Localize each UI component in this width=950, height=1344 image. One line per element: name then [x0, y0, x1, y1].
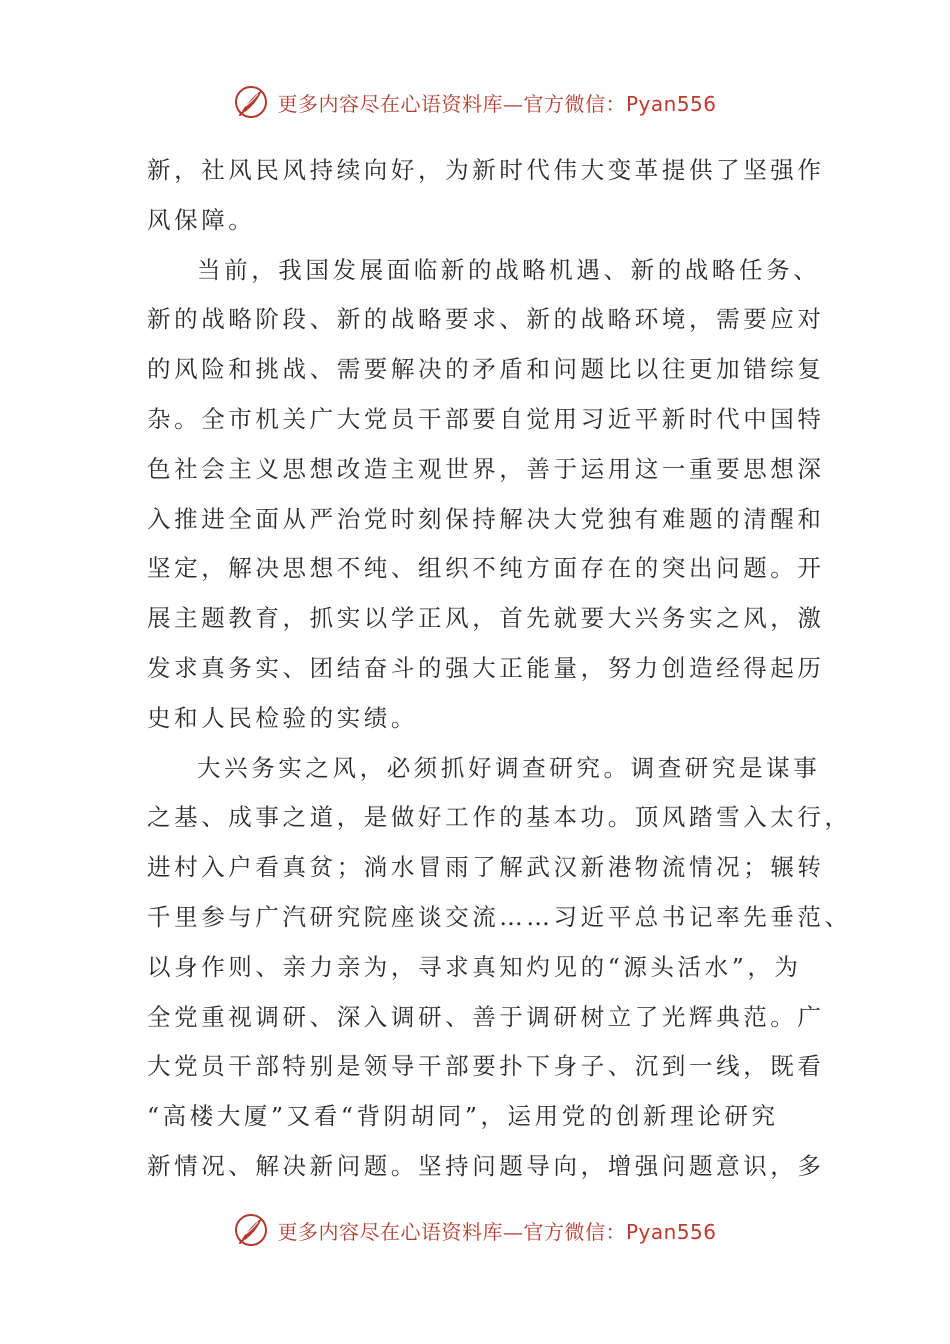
footer-banner-inner [233, 1212, 716, 1248]
header-separator: — [502, 91, 524, 116]
body-line: 展主题教育，抓实以学正风，首先就要大兴务实之风，激 [147, 604, 825, 633]
body-line: 新，社风民风持续向好，为新时代伟大变革提供了坚强作 [147, 156, 825, 184]
footer-wechat-id: Pyan556 [625, 1219, 717, 1244]
footer-banner-text [277, 1216, 716, 1245]
footer-brand: 更多内容尽在心语资料库 [277, 1219, 503, 1244]
quill-pen-logo-icon [233, 1212, 269, 1248]
paragraph-start-line: 当前，我国发展面临新的战略机遇、新的战略任务、 [197, 255, 821, 284]
body-line: 全党重视调研、深入调研、善于调研树立了光辉典范。广 [147, 1002, 825, 1031]
quill-pen-logo-icon [233, 84, 269, 120]
footer-wechat-label: 官方微信： [523, 1219, 626, 1244]
body-line: 色社会主义思想改造主观世界，善于运用这一重要思想深 [147, 454, 825, 483]
body-line: 的风险和挑战、需要解决的矛盾和问题比以往更加错综复 [147, 355, 825, 384]
body-line: 大党员干部特别是领导干部要扑下身子、沉到一线，既看 [147, 1052, 825, 1081]
paragraph-start-line: 大兴务实之风，必须抓好调查研究。调查研究是谋事 [197, 753, 821, 782]
header-banner [0, 82, 950, 122]
body-line: 史和人民检验的实绩。 [147, 703, 418, 732]
header-wechat-id: Pyan556 [625, 91, 717, 116]
body-line: 新的战略阶段、新的战略要求、新的战略环境，需要应对 [147, 305, 825, 334]
header-wechat-label: 官方微信： [523, 91, 626, 116]
body-line: “高楼大厦”又看“背阴胡同”，运用党的创新理论研究 [147, 1102, 779, 1131]
body-line: 新情况、解决新问题。坚持问题导向，增强问题意识，多 [147, 1151, 825, 1180]
body-line: 入推进全面从严治党时刻保持解决大党独有难题的清醒和 [147, 504, 825, 533]
document-body [147, 146, 852, 1192]
footer-separator: — [502, 1219, 524, 1244]
body-line: 杂。全市机关广大党员干部要自觉用习近平新时代中国特 [147, 404, 825, 433]
header-banner-inner [233, 84, 716, 120]
body-line: 以身作则、亲力亲为，寻求真知灼见的“源头活水”，为 [147, 952, 802, 981]
body-line: 坚定，解决思想不纯、组织不纯方面存在的突出问题。开 [147, 554, 825, 583]
footer-banner [0, 1210, 950, 1250]
body-line: 发求真务实、团结奋斗的强大正能量，努力创造经得起历 [147, 653, 825, 682]
header-banner-text [277, 88, 716, 117]
body-line: 之基、成事之道，是做好工作的基本功。顶风踏雪入太行， [147, 803, 852, 832]
body-line: 进村入户看真贫；淌水冒雨了解武汉新港物流情况；辗转 [147, 853, 825, 882]
header-brand: 更多内容尽在心语资料库 [277, 91, 503, 116]
body-line: 风保障。 [147, 205, 256, 234]
body-line: 千里参与广汽研究院座谈交流……习近平总书记率先垂范、 [147, 902, 852, 931]
